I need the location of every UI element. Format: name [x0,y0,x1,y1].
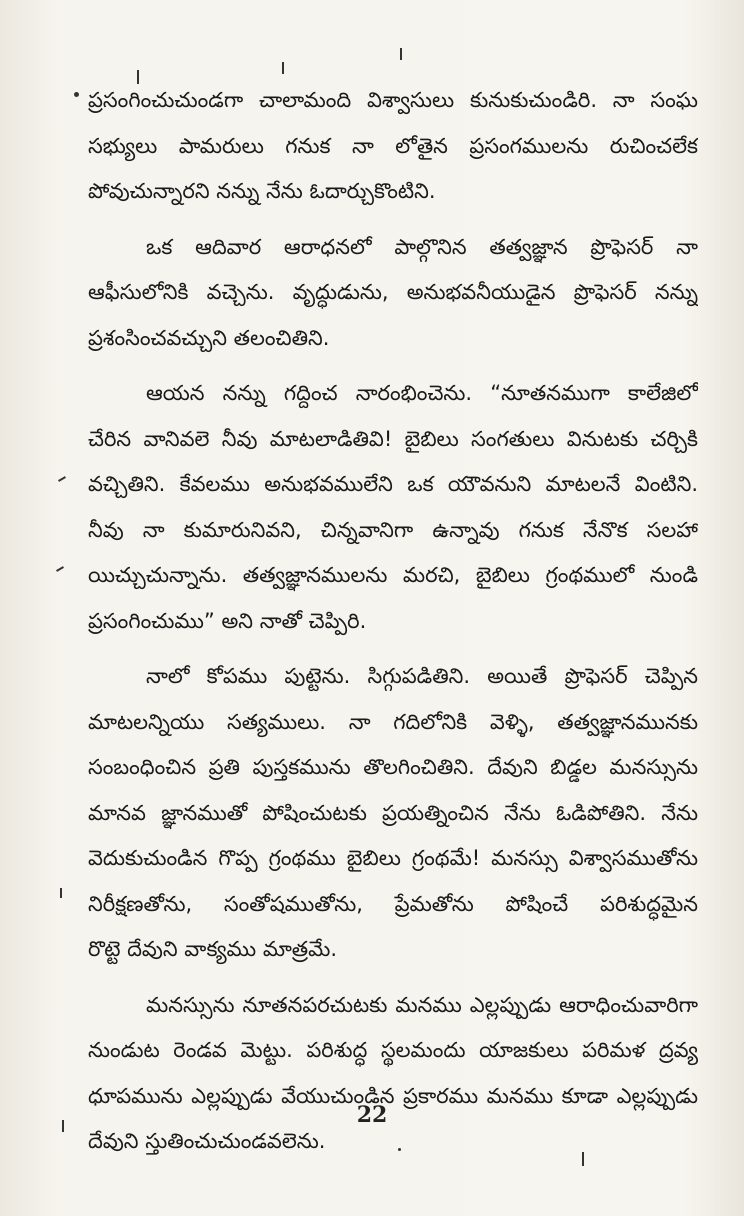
text-line: ప్రసంగించుము” అని నాతో చెప్పిరి. [88,608,367,633]
text-line: మానవ జ్ఞానముతో పోషించుటకు ప్రయత్నించిన నేను ఓడిపోతిని. నేను [88,800,698,825]
text-line: నిరీక్షణతోను, సంతోషముతోను, ప్రేమతోను పోషించే పరిశుద్ధమైన [88,891,698,916]
text-line: ఆఫీసులోనికి వచ్చెను. వృద్ధుడును, అనుభవనీయుడైన ప్రొఫెసర్ నన్ను [88,280,698,304]
text-line: నీవు నా కుమారునివని, చిన్నవానిగా ఉన్నావు గనుక నేనొక సలహా [88,517,698,542]
text-line: ఒక ఆదివార ఆరాధనలో పాల్గొనిన తత్వజ్ఞాన ప్రొఫెసర్ నా [146,234,698,259]
body-text [88,78,698,1165]
text-line: ప్రశంసించవచ్చుని తలంచితిని. [88,325,330,350]
text-line: రొట్టె దేవుని వాక్యము మాత్రమే. [88,937,338,961]
page-number: 22 [356,1102,388,1128]
paragraph [88,78,698,215]
text-line: సభ్యులు పామరులు గనుక నా లోతైన ప్రసంగములను రుచించలేక [88,133,698,158]
text-line: సంబంధించిన ప్రతి పుస్తకమును తొలగించితిని. దేవుని బిడ్డల మనస్సును [88,755,698,779]
text-line: వెదుకుచుండిన గొప్ప గ్రంథము బైబిలు గ్రంథమే! మనస్సు విశ్వాసముతోను [88,846,698,870]
print-mark [58,476,66,482]
text-line: ప్రసంగించుచుండగా చాలామంది విశ్వాసులు కునుకుచుండిరి. నా సంఘ [88,88,698,112]
print-mark [400,48,402,60]
text-line: మనస్సును నూతనపరచుటకు మనము ఎల్లప్పుడు ఆరాధించువారిగా [146,992,698,1017]
text-line: ఆయన నన్ను గద్దించ నారంభించెను. “నూతనముగా కాలేజిలో [146,381,698,405]
print-mark [56,566,64,572]
paragraph [88,654,698,973]
print-mark [282,62,284,74]
print-mark [582,1152,584,1166]
text-line: నుండుట రెండవ మెట్టు. పరిశుద్ధ స్థలమందు యాజకులు పరిమళ ద్రవ్య [88,1038,698,1062]
paragraph [88,225,698,362]
text-line: యిచ్చుచున్నాను. తత్వజ్ఞానములను మరచి, బైబిలు గ్రంథములో నుండి [88,563,698,587]
text-line: ధూపమును ఎల్లప్పుడు వేయుచుండిన ప్రకారము మనము కూడా ఎల్లప్పుడు [88,1083,698,1108]
text-line: చేరిన వానివలె నీవు మాటలాడితివి! బైబిలు సంగతులు వినుటకు చర్చికి [88,426,698,451]
text-line: వచ్చితిని. కేవలము అనుభవములేని ఒక యౌవనుని మాటలనే వింటిని. [88,472,698,496]
text-line: దేవుని స్తుతించుచుండవలెను. [88,1129,326,1153]
paragraph [88,983,698,1165]
paragraph [88,371,698,644]
print-mark [60,888,62,898]
text-line: నాలో కోపము పుట్టెను. సిగ్గుపడితిని. అయితే ప్రొఫెసర్ చెప్పిన [146,664,698,688]
print-mark [74,92,79,97]
print-mark [398,1148,401,1151]
text-line: మాటలన్నియు సత్యములు. నా గదిలోనికి వెళ్ళి, తత్వజ్ఞానమునకు [88,709,698,734]
text-line: పోవుచున్నారని నన్ను నేను ఓదార్చుకొంటిని. [88,179,436,203]
